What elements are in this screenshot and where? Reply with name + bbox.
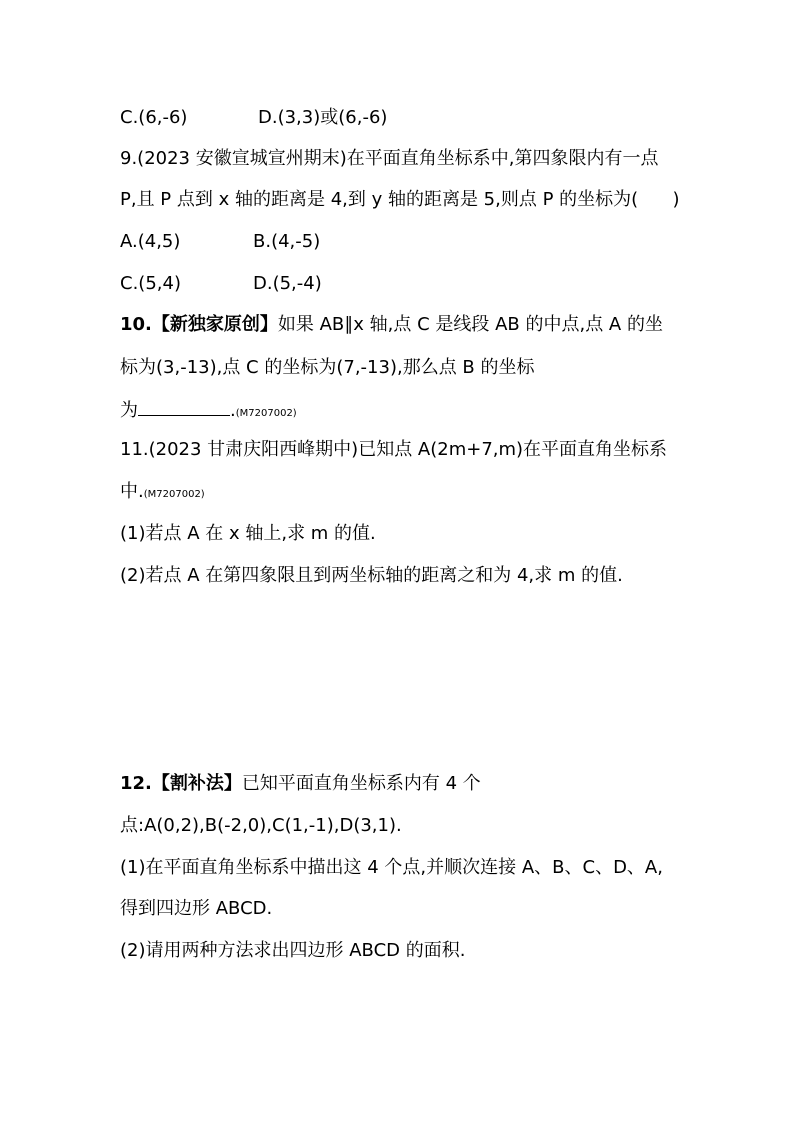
q8-option-c: C.(6,-6) xyxy=(120,107,188,128)
q12-tag: 12.【割补法】 xyxy=(120,773,242,794)
q12-stem-line1-text: 已知平面直角坐标系内有 4 个 xyxy=(241,773,481,794)
q10-code: (M7207002) xyxy=(235,408,297,419)
q9-option-b: B.(4,-5) xyxy=(253,231,321,252)
q12-part1-line1: (1)在平面直角坐标系中描出这 4 个点,并顺次连接 A、B、C、D、A, xyxy=(120,857,663,878)
q9-option-d: D.(5,-4) xyxy=(253,273,322,294)
q8-option-d: D.(3,3)或(6,-6) xyxy=(258,107,388,128)
q10-answer-blank[interactable] xyxy=(138,397,230,416)
q10-stem-line1-text: 如果 AB∥x 轴,点 C 是线段 AB 的中点,点 A 的坐 xyxy=(277,314,663,335)
q11-stem-line1: 11.(2023 甘肃庆阳西峰期中)已知点 A(2m+7,m)在平面直角坐标系 xyxy=(120,439,668,460)
q10-stem-line1 xyxy=(120,313,663,337)
q12-stem-line1 xyxy=(120,772,481,796)
q12-part1-line2: 得到四边形 ABCD. xyxy=(120,898,273,919)
q10-stem-line2: 标为(3,-13),点 C 的坐标为(7,-13),那么点 B 的坐标 xyxy=(120,357,535,378)
q11-stem-line2-text: 中. xyxy=(120,481,144,502)
q9-stem-line2: P,且 P 点到 x 轴的距离是 4,到 y 轴的距离是 5,则点 P 的坐标为( ) xyxy=(120,189,680,210)
q10-stem-line3 xyxy=(120,397,297,423)
q10-tag: 10.【新独家原创】 xyxy=(120,314,278,335)
q10-prefix: 为 xyxy=(120,400,138,421)
q9-option-a: A.(4,5) xyxy=(120,231,181,252)
q12-stem-line2: 点:A(0,2),B(-2,0),C(1,-1),D(3,1). xyxy=(120,815,402,836)
q12-part2: (2)请用两种方法求出四边形 ABCD 的面积. xyxy=(120,940,466,961)
q11-code: (M7207002) xyxy=(143,489,205,500)
q9-stem-line1: 9.(2023 安徽宣城宣州期末)在平面直角坐标系中,第四象限内有一点 xyxy=(120,148,659,169)
q11-stem-line2 xyxy=(120,480,205,504)
q10-suffix: . xyxy=(230,400,236,421)
q11-part2: (2)若点 A 在第四象限且到两坐标轴的距离之和为 4,求 m 的值. xyxy=(120,565,623,586)
q11-part1: (1)若点 A 在 x 轴上,求 m 的值. xyxy=(120,523,376,544)
q9-option-c: C.(5,4) xyxy=(120,273,181,294)
